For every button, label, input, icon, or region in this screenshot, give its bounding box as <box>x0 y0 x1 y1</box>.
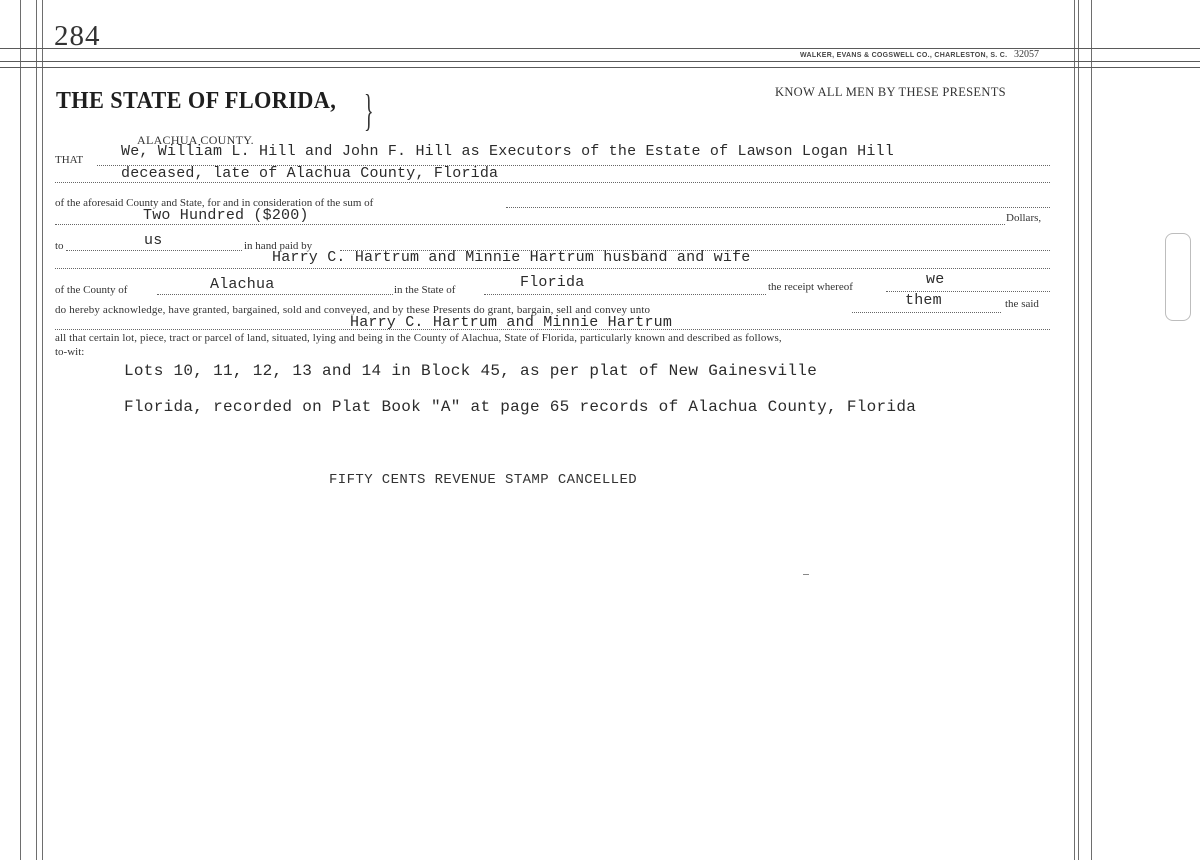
rule-line <box>55 268 1050 269</box>
that-label: THAT <box>55 154 84 166</box>
know-all-men: KNOW ALL MEN BY THESE PRESENTS <box>775 85 1006 99</box>
state-name-field: Florida <box>520 274 585 291</box>
to-label: to <box>55 240 64 252</box>
state-title: THE STATE OF FLORIDA, <box>56 88 337 114</box>
rule-line <box>55 224 1005 225</box>
left-margin-line <box>20 0 21 860</box>
sum-field: Two Hundred ($200) <box>143 207 309 224</box>
right-margin-line-2 <box>1078 0 1079 860</box>
all-that-label: all that certain lot, piece, tract or parcel of land, situated, lying and being in the County of Alachua, State of Florida, particularly known and described as follows, <box>55 332 782 344</box>
receipt-by-field: we <box>926 271 945 288</box>
rule-line <box>506 207 1050 208</box>
receipt-whereof-label: the receipt whereof <box>768 281 853 293</box>
form-number: 32057 <box>1014 49 1039 60</box>
left-margin-line-2 <box>36 0 37 860</box>
top-rule-3 <box>0 67 1200 68</box>
page-number: 284 <box>54 20 101 52</box>
binding-hole <box>1165 233 1191 321</box>
description-line-2: Florida, recorded on Plat Book "A" at page 65 records of Alachua County, Florida <box>124 398 917 416</box>
grantors-line-1: We, William L. Hill and John F. Hill as Executors of the Estate of Lawson Logan Hill <box>121 143 894 160</box>
convey-unto-field: them <box>905 292 942 309</box>
description-line-1: Lots 10, 11, 12, 13 and 14 in Block 45, as per plat of New Gainesville <box>124 362 818 380</box>
county-heading: ALACHUA COUNTY. <box>137 133 254 147</box>
to-party-field: us <box>144 232 163 249</box>
in-state-label: in the State of <box>394 284 456 296</box>
grantors-line-2: deceased, late of Alachua County, Florida <box>121 165 499 182</box>
rule-line <box>55 182 1050 183</box>
dollars-label: Dollars, <box>1006 212 1042 224</box>
rule-line <box>66 250 242 251</box>
paid-by-field: Harry C. Hartrum and Minnie Hartrum husband and wife <box>272 249 751 266</box>
brace: } <box>364 86 374 135</box>
grantees-field: Harry C. Hartrum and Minnie Hartrum <box>350 314 673 331</box>
printer-imprint: WALKER, EVANS & COGSWELL CO., CHARLESTON, S. C. <box>800 52 1008 59</box>
revenue-stamp-note: FIFTY CENTS REVENUE STAMP CANCELLED <box>329 472 638 488</box>
the-said-label: the said <box>1005 298 1039 310</box>
right-margin-line-3 <box>1091 0 1092 860</box>
rule-line <box>484 294 766 295</box>
county-name-field: Alachua <box>210 276 275 293</box>
left-margin-line-3 <box>42 0 43 860</box>
aforesaid-label: of the aforesaid County and State, for and in consideration of the sum of <box>55 197 374 209</box>
top-rule-2 <box>0 61 1200 62</box>
acknowledge-label: do hereby acknowledge, have granted, bargained, sold and conveyed, and by these Presents do grant, bargain, sell and convey unto <box>55 304 651 316</box>
in-hand-paid-label: in hand paid by <box>244 240 313 252</box>
to-wit-label: to-wit: <box>55 346 85 358</box>
right-margin-line <box>1074 0 1075 860</box>
rule-line <box>157 294 393 295</box>
of-county-label: of the County of <box>55 284 128 296</box>
rule-line <box>852 312 1001 313</box>
stray-mark <box>803 574 809 575</box>
